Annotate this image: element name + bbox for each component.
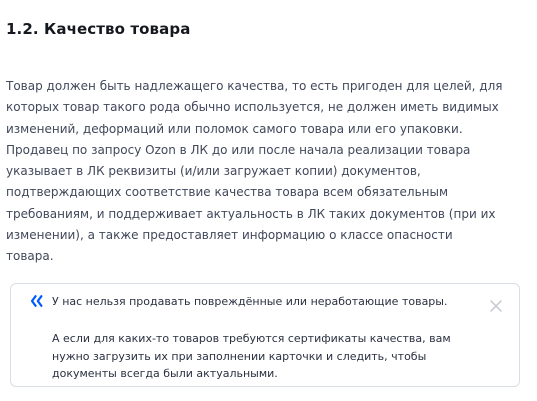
- body-line: подтверждающих соответствие качества товара всем обязательным: [6, 185, 449, 200]
- note-line: документы всегда были актуальными.: [52, 367, 278, 380]
- close-icon[interactable]: [489, 298, 503, 312]
- note-lead: У нас нельзя продавать повреждённые или неработающие товары.: [52, 295, 448, 308]
- quote-icon: [30, 293, 44, 307]
- note-body: [52, 330, 451, 383]
- body-line: Продавец по запросу Ozon в ЛК до или после начала реализации товара: [6, 142, 471, 157]
- note-line: нужно загрузить их при заполнении карточки и следить, чтобы: [52, 349, 427, 363]
- body-line: которых товар такого рода обычно используется, не должен иметь видимых: [6, 100, 499, 115]
- section-title: 1.2. Качество товара: [6, 20, 191, 38]
- note-callout: [10, 283, 520, 387]
- section-body: [6, 76, 534, 268]
- body-line: изменении), а также предоставляет информацию о классе опасности: [6, 228, 453, 243]
- body-line: указывает в ЛК реквизиты (и/или загружает копии) документов,: [6, 164, 421, 179]
- body-line: изменений, деформаций или поломок самого товара или его упаковки.: [6, 121, 463, 136]
- body-line: Товар должен быть надлежащего качества, то есть пригоден для целей, для: [6, 79, 503, 93]
- body-line: товара.: [6, 249, 54, 264]
- body-line: требованиям, и поддерживает актуальность в ЛК таких документов (при их: [6, 206, 496, 221]
- note-line: А если для каких-то товаров требуются сертификаты качества, вам: [52, 332, 451, 345]
